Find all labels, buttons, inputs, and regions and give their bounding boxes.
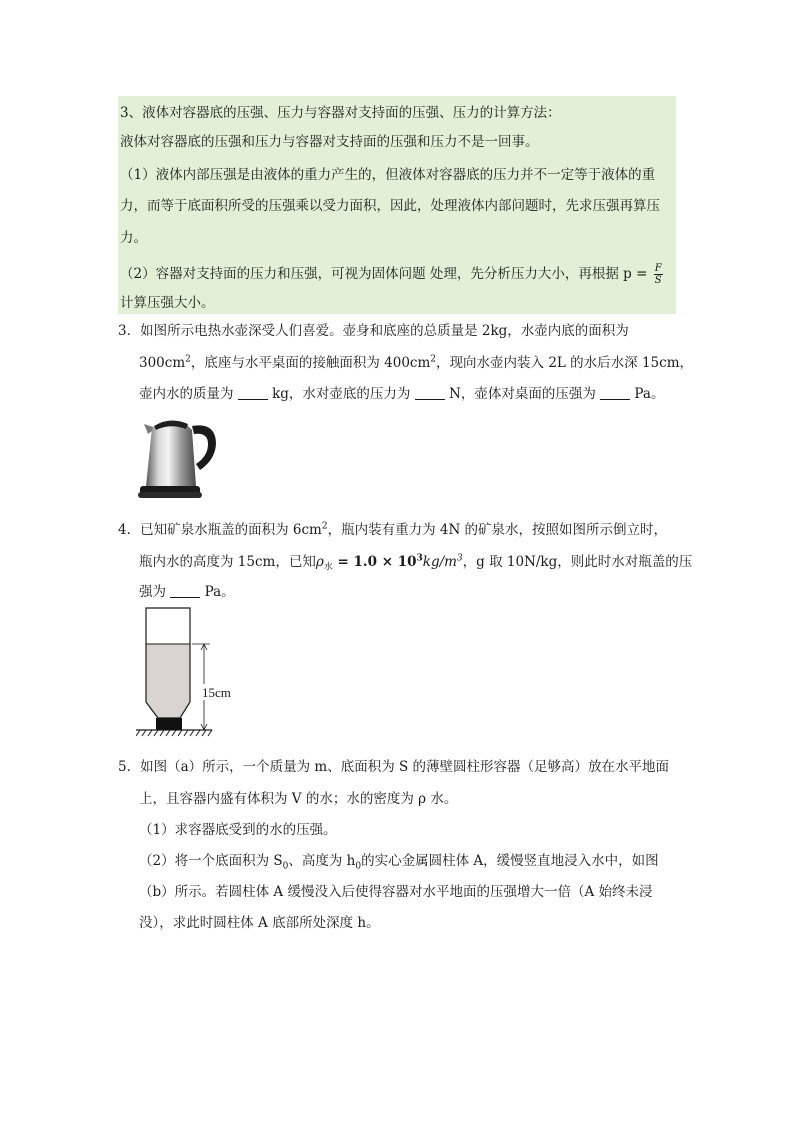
q5-part-1: （1）求容器底受到的水的压强。	[139, 822, 337, 838]
electric-kettle-image	[136, 412, 222, 502]
q3-line-3: 壶内水的质量为 kg，水对壶底的压力为 N，壶体对桌面的压强为 Pa。	[139, 386, 665, 402]
q5-part-2-cont: （b）所示。若圆柱体 A 缓慢没入后使得容器对水平地面的压强增大一倍（A 始终未浸	[139, 884, 653, 900]
answer-blank-force[interactable]	[415, 385, 445, 400]
answer-blank-cap-pressure[interactable]	[170, 583, 200, 598]
tip-point-2-end: 计算压强大小。	[120, 295, 215, 311]
q5-part-2-end: 没），求此时圆柱体 A 底部所处深度 h。	[139, 915, 380, 931]
fraction-numerator: F	[654, 263, 662, 274]
answer-blank-pressure[interactable]	[600, 385, 630, 400]
q5-line-2: 上，且容器内盛有体积为 V 的水；水的密度为 ρ 水。	[139, 791, 458, 807]
q3-line-2: $300cm^2$，底座与水平桌面的接触面积为 $400cm^2$，现向水壶内装入 2L 的水后水深 15cm，	[139, 354, 693, 371]
pressure-formula-fraction	[654, 263, 663, 286]
q4-line-1: 4．已知矿泉水瓶盖的面积为 $6cm^2$，瓶内装有重力为 4N 的矿泉水，按照如图所示倒立时，	[118, 521, 668, 538]
q3-line-1: 3．如图所示电热水壶深受人们喜爱。壶身和底座的总质量是 2kg，水壶内底的面积为	[118, 323, 629, 339]
tip-point-1: （1）液体内部压强是由液体的重力产生的，但液体对容器底的压力并不一定等于液体的重	[120, 167, 656, 183]
tip-point-2	[120, 263, 663, 286]
fraction-denominator: S	[654, 275, 662, 286]
q5-part-2: （2）将一个底面积为 $S_0$、高度为 $h_0$的实心金属圆柱体 A，缓慢竖直地浸入水中，如图	[139, 853, 659, 872]
tip-heading: 3、液体对容器底的压强、压力与容器对支持面的压强、压力的计算方法：	[120, 105, 561, 121]
tip-point-1-end: 力。	[120, 230, 147, 246]
inverted-bottle-diagram	[136, 606, 236, 746]
tip-point-1-cont: 力，而等于底面积所受的压强乘以受力面积，因此，处理液体内部问题时，先求压强再算压	[120, 198, 660, 214]
tip-point-2-text: （2）容器对支持面的压力和压强，可视为固体问题 处理，先分析压力大小，再根据 p =	[120, 266, 648, 282]
depth-label: 15cm	[202, 685, 231, 700]
q4-line-3: 强为 Pa。	[139, 584, 235, 600]
tip-line: 液体对容器底的压强和压力与容器对支持面的压强和压力不是一回事。	[120, 134, 539, 150]
q4-line-2: 瓶内水的高度为 15cm，已知$\rho_水 = 1.0 \times 10^3kg/m^3$，g 取 10N/kg，则此时水对瓶盖的压	[139, 553, 693, 573]
q5-line-1: 5．如图（a）所示，一个质量为 m、底面积为 S 的薄壁圆柱形容器（足够高）放在水平地面	[118, 759, 670, 775]
ground-hatch	[136, 730, 212, 736]
answer-blank-mass[interactable]	[238, 385, 268, 400]
